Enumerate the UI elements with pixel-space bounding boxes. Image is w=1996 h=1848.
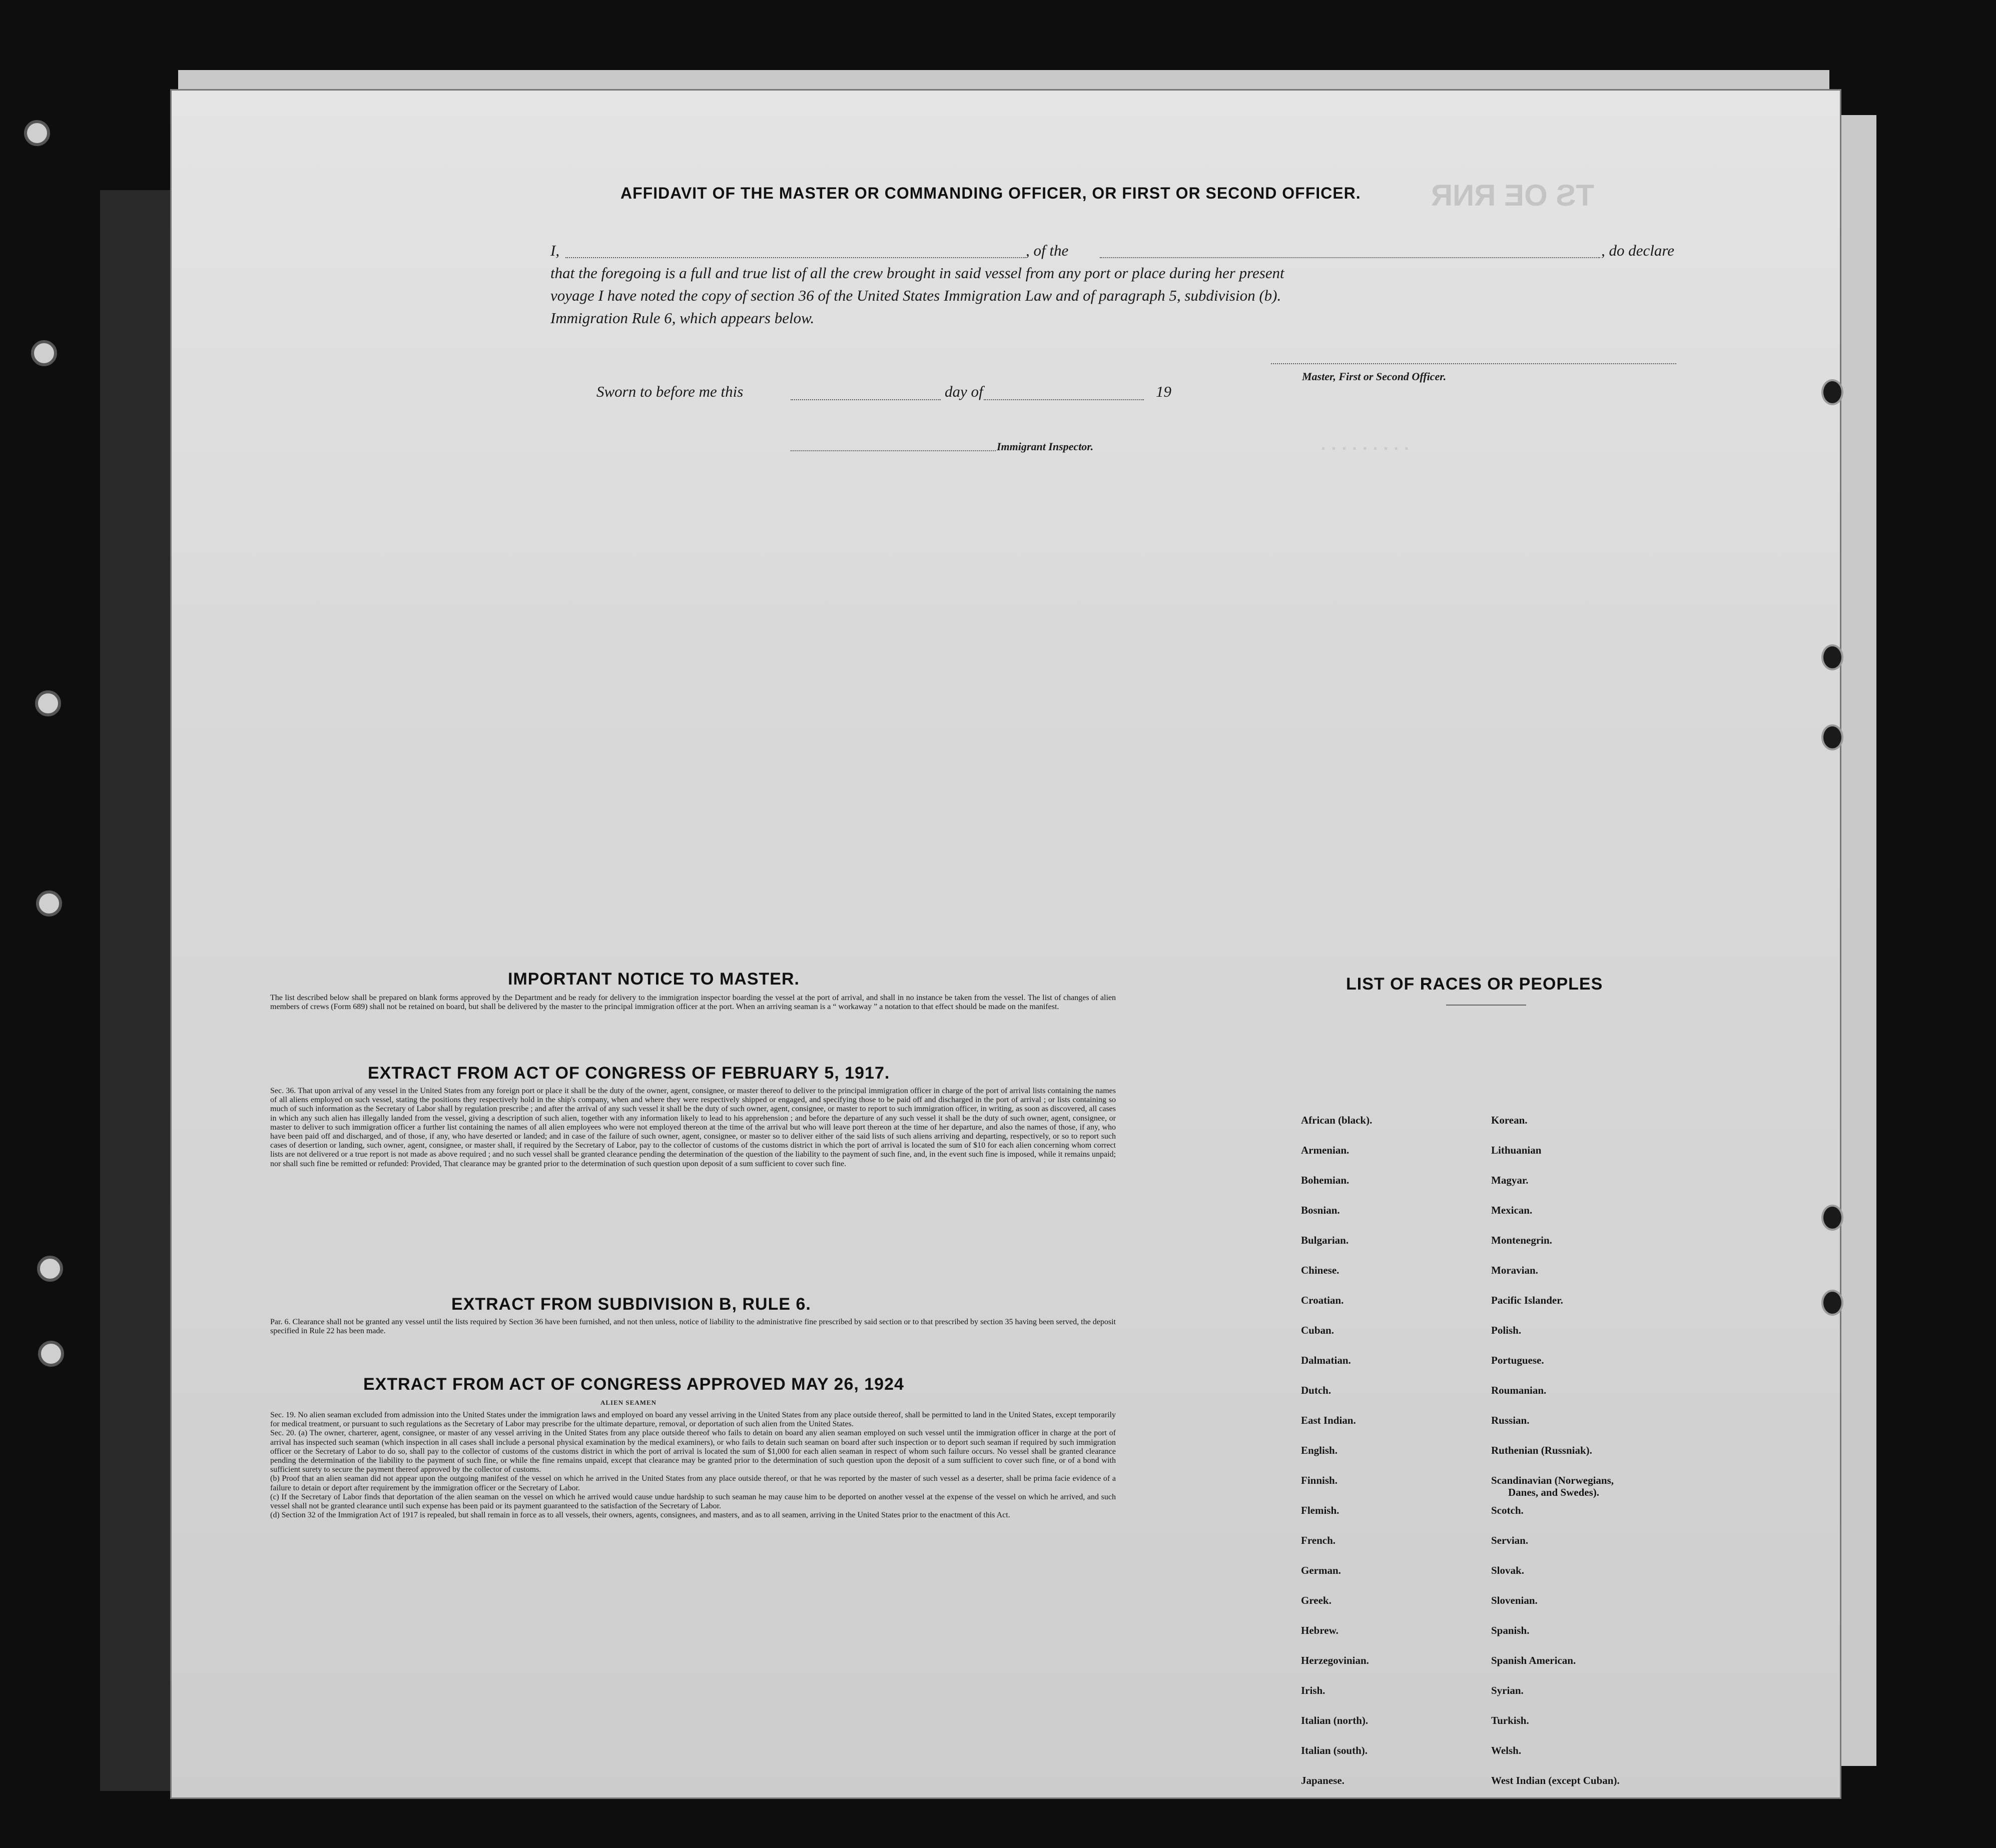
race-item: Russian. (1491, 1414, 1530, 1426)
race-item: English. (1301, 1444, 1338, 1456)
affidavit-line-1: that the foregoing is a full and true list of all the crew brought in said vessel from any port or place during her present (550, 264, 1284, 282)
race-item: Scotch. (1491, 1504, 1524, 1516)
extract-rule6-body (270, 1318, 1116, 1336)
race-item: Dalmatian. (1301, 1354, 1351, 1366)
extract-1924-body (270, 1411, 1116, 1520)
race-item: Bohemian. (1301, 1174, 1350, 1186)
affidavit-of-the: , of the (1026, 242, 1069, 259)
underlying-page-edge (100, 190, 170, 1791)
race-item: Hebrew. (1301, 1624, 1339, 1636)
race-item: Slovak. (1491, 1564, 1524, 1576)
punch-hole (1821, 379, 1843, 405)
extract-1924-sec20c: (c) If the Secretary of Labor finds that deportation of the alien seaman on the vessel on which he arrived would cause undue hardship to such seaman he may cause him to be deported on another vessel at the expense of the vessel on which he arrived, and such vessel shall not be granted clearance until such expense has been paid or its payment guaranteed to the satisfaction of the Secretary of Labor. (270, 1492, 1116, 1511)
race-item: Scandinavian (Norwegians, (1491, 1474, 1614, 1486)
race-item: Dutch. (1301, 1384, 1332, 1396)
extract-rule6-text: Par. 6. Clearance shall not be granted any vessel until the lists required by Section 36 have been furnished, and not then unless, notice of liability to the administrative fine prescribed by said section or to that prescribed by section 35 having been served, the deposit specified in Rule 22 has been made. (270, 1318, 1116, 1336)
race-item: French. (1301, 1534, 1336, 1546)
extract-1924-sec20b: (b) Proof that an alien seaman did not appear upon the outgoing manifest of the vessel on which he arrived in the United States from any place outside thereof, or that he was reported by the master of such vessel as a deserter, shall be prima facie evidence of a failure to detain or deport after requirement by the immigration officer or the Secretary of Labor. (270, 1474, 1116, 1492)
races-right-column (1491, 1115, 1620, 1805)
binder-ring (24, 120, 50, 146)
inspector-signature-line (791, 450, 996, 451)
race-item: Slovenian. (1491, 1594, 1538, 1606)
race-item: Irish. (1301, 1684, 1325, 1696)
races-left-column (1301, 1115, 1372, 1805)
race-item: Welsh. (1491, 1744, 1522, 1756)
manifest-page (170, 89, 1841, 1799)
bleed-through-text: ЯИЯ ƎO ƧT (1431, 179, 1595, 212)
race-item: Polish. (1491, 1324, 1522, 1336)
race-item: East Indian. (1301, 1414, 1356, 1426)
race-item: German. (1301, 1564, 1341, 1576)
sworn-label: Sworn to before me this (596, 383, 744, 400)
race-item: Japanese. (1301, 1774, 1345, 1786)
underlying-page-edge (178, 70, 1829, 90)
race-item: Spanish American. (1491, 1654, 1576, 1666)
punch-hole (1821, 1290, 1843, 1316)
race-item: Italian (south). (1301, 1744, 1368, 1756)
underlying-page-edge (1841, 115, 1876, 1766)
notice-body (270, 994, 1116, 1012)
extract-1917-body (270, 1087, 1116, 1169)
extract-1924-sec20d: (d) Section 32 of the Immigration Act of 1917 is repealed, but shall remain in force as to all vessels, their owners, agents, consignees, and masters, and as to all seamen, arriving in the United States prior to the enactment of this Act. (270, 1511, 1010, 1520)
race-item: Ruthenian (Russniak). (1491, 1444, 1592, 1456)
race-item: Flemish. (1301, 1504, 1340, 1516)
race-item: Chinese. (1301, 1264, 1340, 1276)
punch-hole (1821, 1205, 1843, 1231)
extract-1924-sec20a: Sec. 20. (a) The owner, charterer, agent, consignee, or master of any vessel arriving in the United States from any place outside thereof who fails to detain on board any alien seaman employed on such vessel until the immigration officer in charge at the port of arrival has inspected such seaman (which inspection in all cases shall include a personal physical examination by the medical examiners), or who fails to detain such seaman on board after such inspection or to deport such seaman if required by such immigration officer or the Secretary of Labor to do so, shall pay to the collector of customs of the customs district in which the port of arrival is located the sum of $1,000 for each alien seaman in respect of whom such failure occurs. No vessel shall be granted clearance pending the determination of the liability to the payment of such fine, or while the fine remains unpaid, except that clearance may be granted prior to the determination of such question upon the deposit of a sum sufficient to cover such fine, or of a bond with sufficient surety to secure the payment thereof approved by the collector of customs. (270, 1429, 1116, 1474)
race-item: Spanish. (1491, 1624, 1530, 1636)
notice-title: IMPORTANT NOTICE TO MASTER. (508, 970, 800, 989)
punch-hole (1821, 644, 1843, 670)
sworn-month-line (984, 399, 1144, 400)
race-item: Danes, and Swedes). (1508, 1486, 1600, 1498)
extract-1924-sec19: Sec. 19. No alien seaman excluded from admission into the United States under the immigration laws and employed on board any vessel arriving in the United States from any place outside thereof, shall be permitted to land in the United States, except temporarily for medical treatment, or pursuant to such regulations as the Secretary of Labor may prescribe for the ultimate departure, removal, or deportation of such alien from the United States. (270, 1411, 1116, 1429)
affidavit-title: AFFIDAVIT OF THE MASTER OR COMMANDING OFFICER, OR FIRST OR SECOND OFFICER. (620, 184, 1361, 202)
race-item: African (black). (1301, 1114, 1373, 1126)
extract-rule6-title: EXTRACT FROM SUBDIVISION B, RULE 6. (451, 1295, 811, 1314)
race-item: Finnish. (1301, 1474, 1338, 1486)
affidavit-line-2: voyage I have noted the copy of section 36 of the United States Immigration Law and of paragraph 5, subdivision (b). (550, 287, 1281, 304)
vessel-blank-line (1100, 257, 1600, 258)
extract-1924-title: EXTRACT FROM ACT OF CONGRESS APPROVED MAY 26, 1924 (363, 1375, 904, 1394)
races-title: LIST OF RACES OR PEOPLES (1346, 975, 1603, 994)
affidavit-i-label: I, (550, 242, 560, 259)
name-blank-line (565, 257, 1026, 258)
race-item: Armenian. (1301, 1144, 1350, 1156)
race-item: Roumanian. (1491, 1384, 1547, 1396)
races-title-rule (1446, 1005, 1526, 1006)
race-item: Servian. (1491, 1534, 1529, 1546)
master-signature-line (1271, 363, 1676, 364)
race-item: Lithuanian (1491, 1144, 1542, 1156)
extract-1924-subtitle: ALIEN SEAMEN (600, 1399, 657, 1406)
binder-ring (31, 340, 57, 366)
affidavit-do-declare: , do declare (1601, 242, 1675, 259)
race-item: Greek. (1301, 1594, 1332, 1606)
race-item: Magyar. (1491, 1174, 1529, 1186)
binder-ring (38, 1341, 64, 1367)
race-item: Herzegovinian. (1301, 1654, 1369, 1666)
race-item: West Indian (except Cuban). (1491, 1774, 1620, 1786)
master-signature-label: Master, First or Second Officer. (1302, 370, 1447, 383)
sworn-year-prefix: 19 (1156, 383, 1171, 400)
race-item: Cuban. (1301, 1324, 1334, 1336)
extract-1917-title: EXTRACT FROM ACT OF CONGRESS OF FEBRUARY 5, 1917. (368, 1064, 890, 1083)
race-item: Montenegrin. (1491, 1234, 1552, 1246)
affidavit-line-3: Immigration Rule 6, which appears below. (550, 309, 815, 327)
inspector-label: Immigrant Inspector. (997, 440, 1094, 453)
binder-ring (37, 1256, 63, 1282)
sworn-day-of: day of (945, 383, 983, 400)
race-item: Korean. (1491, 1114, 1528, 1126)
punch-hole (1821, 724, 1843, 750)
sworn-day-line (791, 399, 941, 400)
binder-ring (36, 890, 62, 916)
race-item: Syrian. (1491, 1684, 1524, 1696)
binder-ring (35, 690, 61, 716)
bleed-through-text: · · · · · · · · · (1321, 439, 1410, 458)
race-item: Mexican. (1491, 1204, 1533, 1216)
extract-1917-text: Sec. 36. That upon arrival of any vessel in the United States from any foreign port or place it shall be the duty of the owner, agent, consignee, or master thereof to deliver to the principal immigration officer in charge of the port of arrival lists containing the names of all aliens employed on such vessel, stating the positions they respectively hold in the ship's company, when and where they were respectively shipped or engaged, and specifying those to be paid off and discharged in the port of arrival ; or lists containing so much of such information as the Secretary of Labor shall by regulation prescribe ; and after the arrival of any such vessel it shall be the duty of such owner, agent, consignee, or master to report to such immigration officer, in writing, as soon as discovered, all cases in which any such alien has illegally landed from the vessel, giving a description of such alien, together with any information likely to lead to his apprehension ; and before the departure of any such vessel it shall be the duty of such owner, agent, consignee, or master to deliver to such immigration officer a further list containing the names of all alien employees who were not employed thereon at the time of the arrival but who will leave port thereon at the time of her departure, and also the names of those, if any, who have been paid off and discharged, and of those, if any, who have deserted or landed; and in case of the failure of such owner, agent, consignee, or master so to deliver either of the said lists of such aliens arriving and departing, respectively, or so to report such cases of desertion or landing, such owner, agent, consignee, or master shall, if required by the Secretary of Labor, pay to the collector of customs of the customs district in which the port of arrival is located the sum of $10 for each alien concerning whom correct lists are not delivered or a true report is not made as above required ; and no such vessel shall be granted clearance pending the determination of the question of the liability to the payment of such fine, and, in the event such fine is imposed, while it remains unpaid; nor shall such fine be remitted or refunded: Provided, That clearance may be granted prior to the determination of such question upon deposit of a sum sufficient to cover such fine. (270, 1087, 1116, 1168)
race-item: Moravian. (1491, 1264, 1538, 1276)
race-item: Croatian. (1301, 1294, 1344, 1306)
race-item: Turkish. (1491, 1714, 1529, 1726)
race-item: Bulgarian. (1301, 1234, 1349, 1246)
race-item: Italian (north). (1301, 1714, 1369, 1726)
race-item: Pacific Islander. (1491, 1294, 1563, 1306)
race-item: Portuguese. (1491, 1354, 1544, 1366)
notice-text: The list described below shall be prepared on blank forms approved by the Department and be ready for delivery to the immigration inspector boarding the vessel at the port of arrival, and shall in no instance be taken from the vessel. The list of changes of alien members of crews (Form 689) shall not be retained on board, but shall be delivered by the master to the principal immigration officer at the port. When an arriving seaman is a “ workaway ” a notation to that effect should be made on the manifest. (270, 994, 1116, 1012)
race-item: Bosnian. (1301, 1204, 1340, 1216)
